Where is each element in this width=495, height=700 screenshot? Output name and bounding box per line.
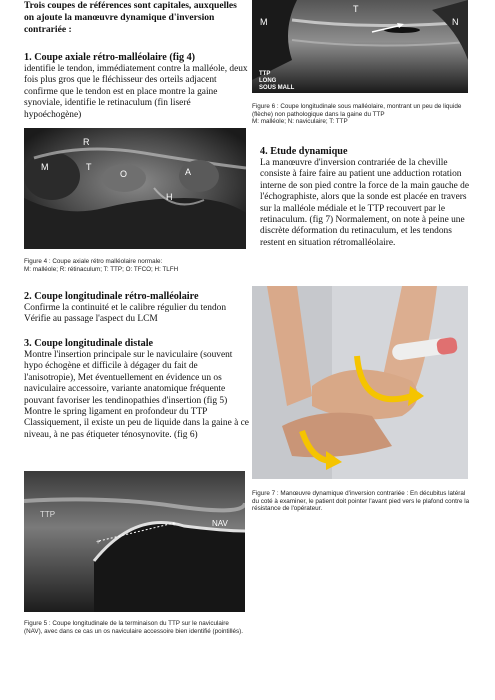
section-3-body-2: Montre le spring ligament en profondeur du TTP Classiquement, il existe un peu de liquide dans la gaine à ce niveau, à ne pas étiqueter ténosynovite. (fig 6) — [24, 407, 249, 440]
fig4-label-m: M — [41, 162, 49, 172]
fig4-label-h: H — [166, 192, 173, 202]
fig6-label-n: N — [452, 17, 459, 27]
section-1 — [24, 52, 249, 121]
figure-4-caption-line1: Figure 4 : Coupe axiale rétro malléolaire normale: — [24, 258, 163, 265]
figure-7-image — [252, 286, 468, 479]
fig4-label-o: O — [120, 169, 128, 179]
fig5-label-nav: NAV — [212, 519, 228, 528]
figure-6-caption-line1: Figure 6 : Coupe longitudinale sous malléolaire, montrant un peu de liquide (flèche) non pathologique dans la gaine du TTP — [252, 103, 462, 118]
fig6-probe-label — [259, 71, 294, 92]
fig6-probe-label-3: SOUS MALL — [259, 85, 295, 91]
figure-4-caption-line2: M: malléole; R: rétinaculum; T: TTP; O: TFCO; H: TLFH — [24, 265, 179, 273]
intro-text: Trois coupes de références sont capitales, auxquelles on ajoute la manœuvre dynamique d'inversion contrariée : — [24, 0, 237, 35]
section-1-heading: 1. Coupe axiale rétro-malléolaire (fig 4) — [24, 52, 196, 63]
section-4 — [260, 146, 475, 249]
fig4-label-t: T — [86, 162, 92, 172]
figure-6-caption-line2: M: malléole; N: naviculaire; T: TTP — [252, 118, 348, 126]
figure-7-caption: Figure 7 : Manœuvre dynamique d'inversion contrariée : En décubitus latéral du coté à examiner, le patient doit pointer l'avant pied vers le plafond contre la résistance de l'opérateur. — [252, 490, 470, 513]
section-2 — [24, 291, 249, 326]
fig4-label-a: A — [185, 167, 192, 177]
fig6-probe-label-2: LONG — [259, 78, 277, 84]
figure-6-image — [252, 0, 468, 93]
section-3 — [24, 338, 249, 441]
section-4-heading: 4. Etude dynamique — [260, 146, 348, 157]
fig5-label-ttp: TTP — [40, 510, 56, 519]
svg-text:+: + — [96, 539, 101, 546]
section-2-body: Confirme la continuité et le calibre régulier du tendon Vérifie au passage l'aspect du LCM — [24, 303, 227, 325]
fig4-label-r: R — [83, 137, 90, 147]
figure-4-image — [24, 128, 246, 249]
figure-6-caption — [252, 103, 477, 126]
figure-4-caption — [24, 258, 249, 273]
figure-5-caption: Figure 5 : Coupe longitudinale de la terminaison du TTP sur le naviculaire (NAV), avec dans ce cas un os naviculaire accessoire bien identifié (pointillés). — [24, 620, 243, 635]
fig6-label-m: M — [260, 17, 268, 27]
section-3-heading: 3. Coupe longitudinale distale — [24, 338, 154, 349]
fig6-label-t: T — [353, 4, 359, 14]
section-2-heading: 2. Coupe longitudinale rétro-malléolaire — [24, 291, 199, 302]
svg-text:+: + — [172, 521, 177, 528]
section-3-body-1: Montre l'insertion principale sur le naviculaire (souvent hypo échogène et difficile à dégager du fait de l'anisotropie), Met éventuellement en évidence un os naviculaire accessoire, variante anatomique fréquente pouvant favoriser les tendinopathies d'insertion (fig 5) — [24, 350, 233, 406]
figure-5-image — [24, 471, 245, 612]
section-4-body: La manœuvre d'inversion contrariée de la cheville consiste à faire faire au patient une adduction rotation interne de son pied contre la force de la main gauche de l'échographiste, alors que la sonde est placée en travers sur la malléole médiale et le TTP recouvert par le retinaculum. (fig 7) Normalement, on note à peine une discrète déformation du retinaculum, et les tendons restent en situation rétromalléolaire. — [260, 158, 470, 248]
fig6-probe-label-1: TTP — [259, 71, 271, 77]
section-1-body: identifie le tendon, immédiatement contre la malléole, deux fois plus gros que le fléchisseur des orteils adjacent confirme que le tendon est en place montre la gaine synoviale, identifie le retinaculum (fin liseré hypoéchogène) — [24, 64, 248, 120]
